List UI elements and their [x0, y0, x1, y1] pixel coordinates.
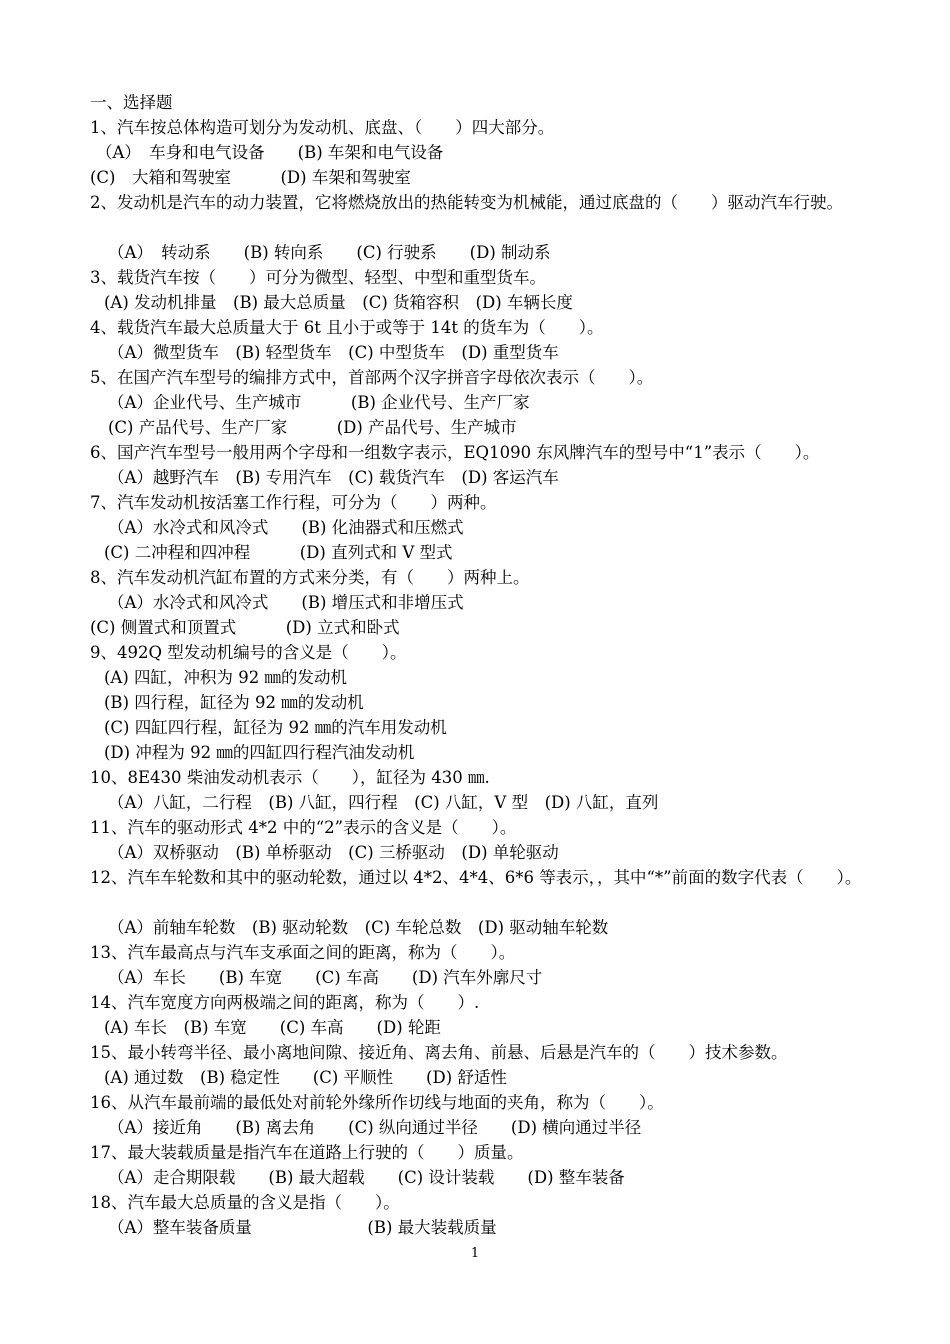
question-line: (C) 二冲程和四冲程 (D) 直列式和 V 型式 — [104, 543, 453, 562]
question-line: 9、492Q 型发动机编号的含义是（ ）。 — [90, 643, 407, 662]
question-line: 11、汽车的驱动形式 4*2 中的“2”表示的含义是（ ）。 — [90, 818, 517, 837]
question-line: (A) 四缸，冲积为 92 ㎜的发动机 — [104, 668, 348, 687]
question-line: （A） 车身和电气设备 (B) 车架和电气设备 — [96, 143, 444, 162]
question-line: 18、汽车最大总质量的含义是指（ ）。 — [90, 1193, 400, 1212]
question-line: （A）水冷式和风冷式 (B) 增压式和非增压式 — [108, 593, 464, 612]
question-line: (C) 四缸四行程，缸径为 92 ㎜的汽车用发动机 — [104, 718, 447, 737]
question-line: （A） 转动系 (B) 转向系 (C) 行驶系 (D) 制动系 — [108, 243, 551, 262]
section-title: 一、选择题 — [90, 93, 173, 112]
question-line: 17、最大装载质量是指汽车在道路上行驶的（ ）质量。 — [90, 1143, 524, 1162]
question-line: 2、发动机是汽车的动力装置，它将燃烧放出的热能转变为机械能，通过底盘的（ ）驱动汽车行驶。 — [90, 193, 843, 212]
question-line: 7、汽车发动机按活塞工作行程，可分为（ ）两种。 — [90, 493, 497, 512]
question-line: 1、汽车按总体构造可划分为发动机、底盘、（ ）四大部分。 — [90, 118, 555, 137]
question-line: （A）走合期限载 (B) 最大超载 (C) 设计装载 (D) 整车装备 — [108, 1168, 625, 1187]
question-line: 12、汽车车轮数和其中的驱动轮数，通过以 4*2、4*4、6*6 等表示，，其中“*”前面的数字代表（ ）。 — [90, 868, 862, 887]
question-line: （A）前轴车轮数 (B) 驱动轮数 (C) 车轮总数 (D) 驱动轴车轮数 — [108, 918, 609, 937]
question-line: （A）企业代号、生产城市 (B) 企业代号、生产厂家 — [108, 393, 530, 412]
question-line: （A）车长 (B) 车宽 (C) 车高 (D) 汽车外廓尺寸 — [108, 968, 543, 987]
question-line: （A）整车装备质量 (B) 最大装载质量 — [108, 1218, 497, 1237]
question-line: 15、最小转弯半径、最小离地间隙、接近角、离去角、前悬、后悬是汽车的（ ）技术参数。 — [90, 1043, 788, 1062]
question-line: 16、从汽车最前端的最低处对前轮外缘所作切线与地面的夹角，称为（ ）。 — [90, 1093, 664, 1112]
question-line: （A）接近角 (B) 离去角 (C) 纵向通过半径 (D) 横向通过半径 — [108, 1118, 642, 1137]
question-line: （A）微型货车 (B) 轻型货车 (C) 中型货车 (D) 重型货车 — [108, 343, 559, 362]
question-line: 3、载货汽车按（ ）可分为微型、轻型、中型和重型货车。 — [90, 268, 546, 287]
question-line: (C) 产品代号、生产厂家 (D) 产品代号、生产城市 — [108, 418, 517, 437]
question-line: （A）水冷式和风冷式 (B) 化油器式和压燃式 — [108, 518, 464, 537]
question-line: (A) 车长 (B) 车宽 (C) 车高 (D) 轮距 — [104, 1018, 441, 1037]
question-line: (D) 冲程为 92 ㎜的四缸四行程汽油发动机 — [104, 743, 415, 762]
question-line: 10、8E430 柴油发动机表示（ ），缸径为 430 ㎜. — [90, 768, 490, 787]
question-line: 8、汽车发动机汽缸布置的方式来分类，有（ ）两种上。 — [90, 568, 530, 587]
question-line: (B) 四行程，缸径为 92 ㎜的发动机 — [104, 693, 364, 712]
question-line: （A）八缸，二行程 (B) 八缸，四行程 (C) 八缸，V 型 (D) 八缸，直列 — [108, 793, 659, 812]
question-line: 4、载货汽车最大总质量大于 6t 且小于或等于 14t 的货车为（ ）。 — [90, 318, 604, 337]
question-line: （A）越野汽车 (B) 专用汽车 (C) 载货汽车 (D) 客运汽车 — [108, 468, 559, 487]
question-line: 6、国产汽车型号一般用两个字母和一组数字表示，EQ1090 东风牌汽车的型号中“1”表示（ ）。 — [90, 443, 820, 462]
question-line: (A) 发动机排量 (B) 最大总质量 (C) 货箱容积 (D) 车辆长度 — [104, 293, 573, 312]
question-line: (C) 大箱和驾驶室 (D) 车架和驾驶室 — [90, 168, 411, 187]
question-line: 14、汽车宽度方向两极端之间的距离，称为（ ）. — [90, 993, 480, 1012]
question-line: (A) 通过数 (B) 稳定性 (C) 平顺性 (D) 舒适性 — [104, 1068, 507, 1087]
question-line: 13、汽车最高点与汽车支承面之间的距离，称为（ ）。 — [90, 943, 516, 962]
question-line: （A）双桥驱动 (B) 单桥驱动 (C) 三桥驱动 (D) 单轮驱动 — [108, 843, 559, 862]
question-line: 5、在国产汽车型号的编排方式中，首部两个汉字拼音字母依次表示（ ）。 — [90, 368, 654, 387]
page-number: 1 — [470, 1246, 480, 1261]
question-line: (C) 侧置式和顶置式 (D) 立式和卧式 — [90, 618, 400, 637]
